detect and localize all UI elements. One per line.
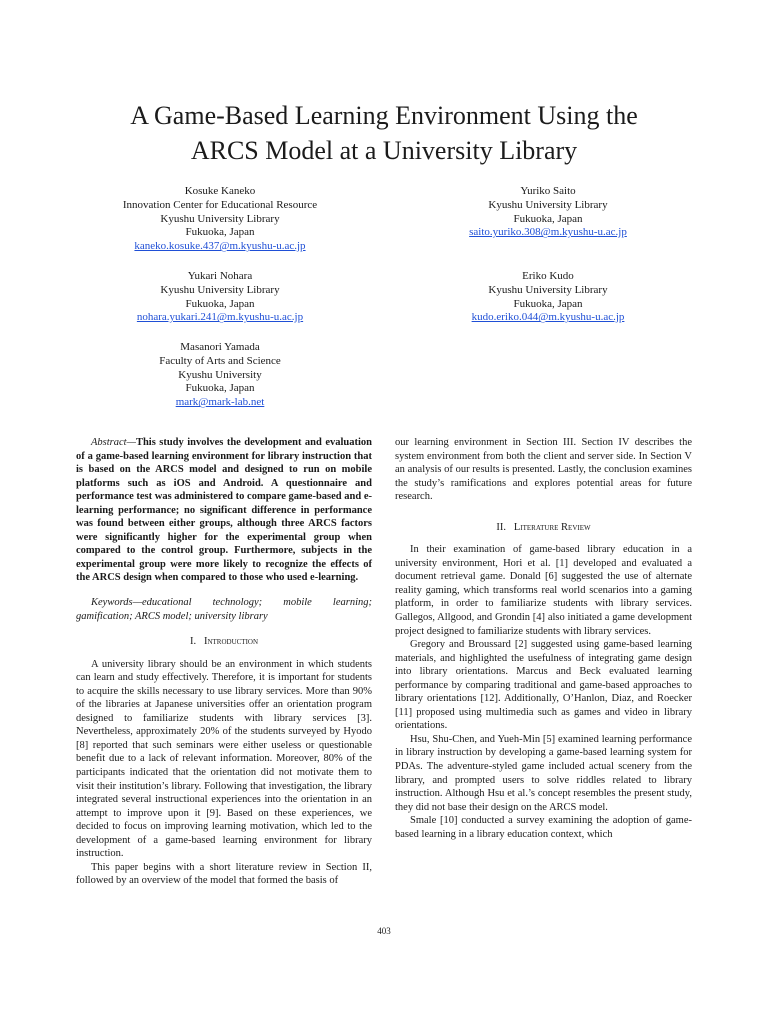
section-number: I.: [189, 636, 197, 648]
author-affiliation: Faculty of Arts and Science: [159, 354, 281, 367]
author-name: Kosuke Kaneko: [184, 185, 256, 197]
abstract-label: Abstract: [91, 437, 127, 448]
title-line-2: ARCS Model at a University Library: [190, 136, 578, 165]
author-block-kaneko: [60, 185, 380, 254]
body-paragraph: Smale [10] conducted a survey examining the adoption of game-based learning in a library education context, which: [395, 815, 692, 840]
author-block-yamada: [60, 341, 380, 410]
author-name: Masanori Yamada: [180, 341, 260, 353]
author-email-link[interactable]: saito.yuriko.308@m.kyushu-u.ac.jp: [469, 226, 627, 239]
author-location: Fukuoka, Japan: [185, 382, 255, 395]
author-location: Fukuoka, Japan: [513, 212, 583, 225]
author-location: Fukuoka, Japan: [513, 297, 583, 310]
author-name: Eriko Kudo: [522, 270, 574, 282]
keywords: Keywords—educational technology; mobile learning; gamification; ARCS model; university library: [76, 597, 372, 622]
page-number: 403: [377, 926, 391, 936]
author-email-link[interactable]: kaneko.kosuke.437@m.kyushu-u.ac.jp: [134, 240, 306, 253]
author-location: Fukuoka, Japan: [185, 297, 255, 310]
author-email-link[interactable]: nohara.yukari.241@m.kyushu-u.ac.jp: [136, 311, 304, 324]
author-affiliation: Kyushu University Library: [488, 198, 608, 211]
section-title: Introduction: [203, 636, 259, 648]
section-number: II.: [496, 521, 507, 533]
body-paragraph: This paper begins with a short literature review in Section II, followed by an overview of the model that formed the basis of: [76, 861, 372, 887]
abstract-text: This study involves the development and evaluation of a game-based learning environment for library instruction that is based on the ARCS model and designed to run on mobile platforms such as iOS and Android. A questionnaire and performance test was administered to compare game-based and e-learning performance; no significant difference in performance was found between either groups, although three ARCS factors were significantly higher for the experimental group when compared to the control group. Furthermore, subjects in the experimental group were more likely to recognize the effects of the ARCS design when compared to those who used e-learning.: [76, 437, 372, 584]
author-affiliation: Kyushu University: [178, 368, 262, 381]
author-block-nohara: [60, 270, 380, 325]
paper-title: [60, 98, 708, 168]
body-paragraph: Gregory and Broussard [2] suggested using game-based learning materials, and highlighted the usefulness of integrating game design into library orientations. Marcus and Beck evaluated learning performance by comparing traditional and game-based approaches to library orientations [12]. Additionally, O’Hanlon, Diaz, and Roecker [11] proposed using multimedia such as games and video in library orientations.: [395, 639, 692, 732]
author-affiliation: Kyushu University Library: [160, 212, 280, 225]
section-heading-introduction: [76, 635, 372, 649]
author-location: Fukuoka, Japan: [185, 226, 255, 239]
title-line-1: A Game-Based Learning Environment Using the: [130, 101, 638, 130]
author-email-link[interactable]: kudo.eriko.044@m.kyushu-u.ac.jp: [471, 311, 625, 324]
keywords-text: educational technology; mobile learning; gamification; ARCS model; university library: [76, 597, 372, 622]
body-paragraph: In their examination of game-based library education in a university environment, Hori et al. [1] developed and evaluated a document retrieval game. Donald [6] suggested the use of alternate reality gaming, which transforms real world scenarios into a gaming platform, in order to familiarize students with library services. Gallegos, Allgood, and Grondin [4] also initiated a game development project designed to familiarize students with library services.: [395, 544, 692, 637]
keywords-label: Keywords: [91, 597, 133, 609]
abstract: Abstract—This study involves the development and evaluation of a game-based learning environment for library instruction that is based on the ARCS model and designed to run on mobile platforms such as iOS and Android. A questionnaire and performance test was administered to compare game-based and e-learning performance; no significant difference in performance was found between either groups, although three ARCS factors were significantly higher for the experimental group when compared to the control group. Furthermore, subjects in the experimental group were more likely to recognize the effects of the ARCS design when compared to those who used e-learning.: [76, 437, 372, 584]
body-paragraph: Hsu, Shu-Chen, and Yueh-Min [5] examined learning performance in library instruction by developing a game-based learning system for PDAs. The adventure-styled game included actual scenery from the library, and prompted users to solve riddles related to library instruction. Although Hsu et al.’s concept resembles the present study, they did not base their design on the ARCS model.: [395, 733, 692, 813]
section-title: Literature Review: [513, 521, 591, 533]
author-affiliation: Kyushu University Library: [160, 283, 280, 296]
right-column: [395, 436, 692, 841]
author-block-saito: [388, 185, 708, 240]
body-paragraph: our learning environment in Section III. Section IV describes the system environment from both the client and server side. In Section V an analysis of our results is presented. Lastly, the conclusion examines the study’s ramifications and explores potential areas for future research.: [395, 437, 692, 503]
author-name: Yuriko Saito: [520, 185, 576, 197]
author-block-kudo: [388, 270, 708, 325]
body-paragraph: A university library should be an environment in which students can learn and study effectively. Therefore, it is important for students to acquire the skills necessary to use library services. More than 90% of the libraries at Japanese universities offer an orientation program designed to familiarize students with library services [3]. Nevertheless, approximately 20% of the students surveyed by Hyodo [8] reported that such seminars were either useless or questionable benefit due to a lack of relevant information. Moreover, 80% of the participants indicated that the orientation did not motivate them to visit their institution’s library. Following that investigation, the library integrated several instructional experiences into the orientation in an attempt to improve upon it [9]. Based on these experiences, we decided to focus on improving learning motivation, which led to the development of a game-based learning environment for library instruction.: [76, 658, 372, 860]
author-email-link[interactable]: mark@mark-lab.net: [175, 396, 265, 409]
left-column: [76, 436, 372, 888]
author-name: Yukari Nohara: [187, 270, 253, 282]
author-affiliation: Kyushu University Library: [488, 283, 608, 296]
author-affiliation: Innovation Center for Educational Resource: [122, 198, 318, 211]
section-heading-literature-review: [395, 521, 692, 535]
